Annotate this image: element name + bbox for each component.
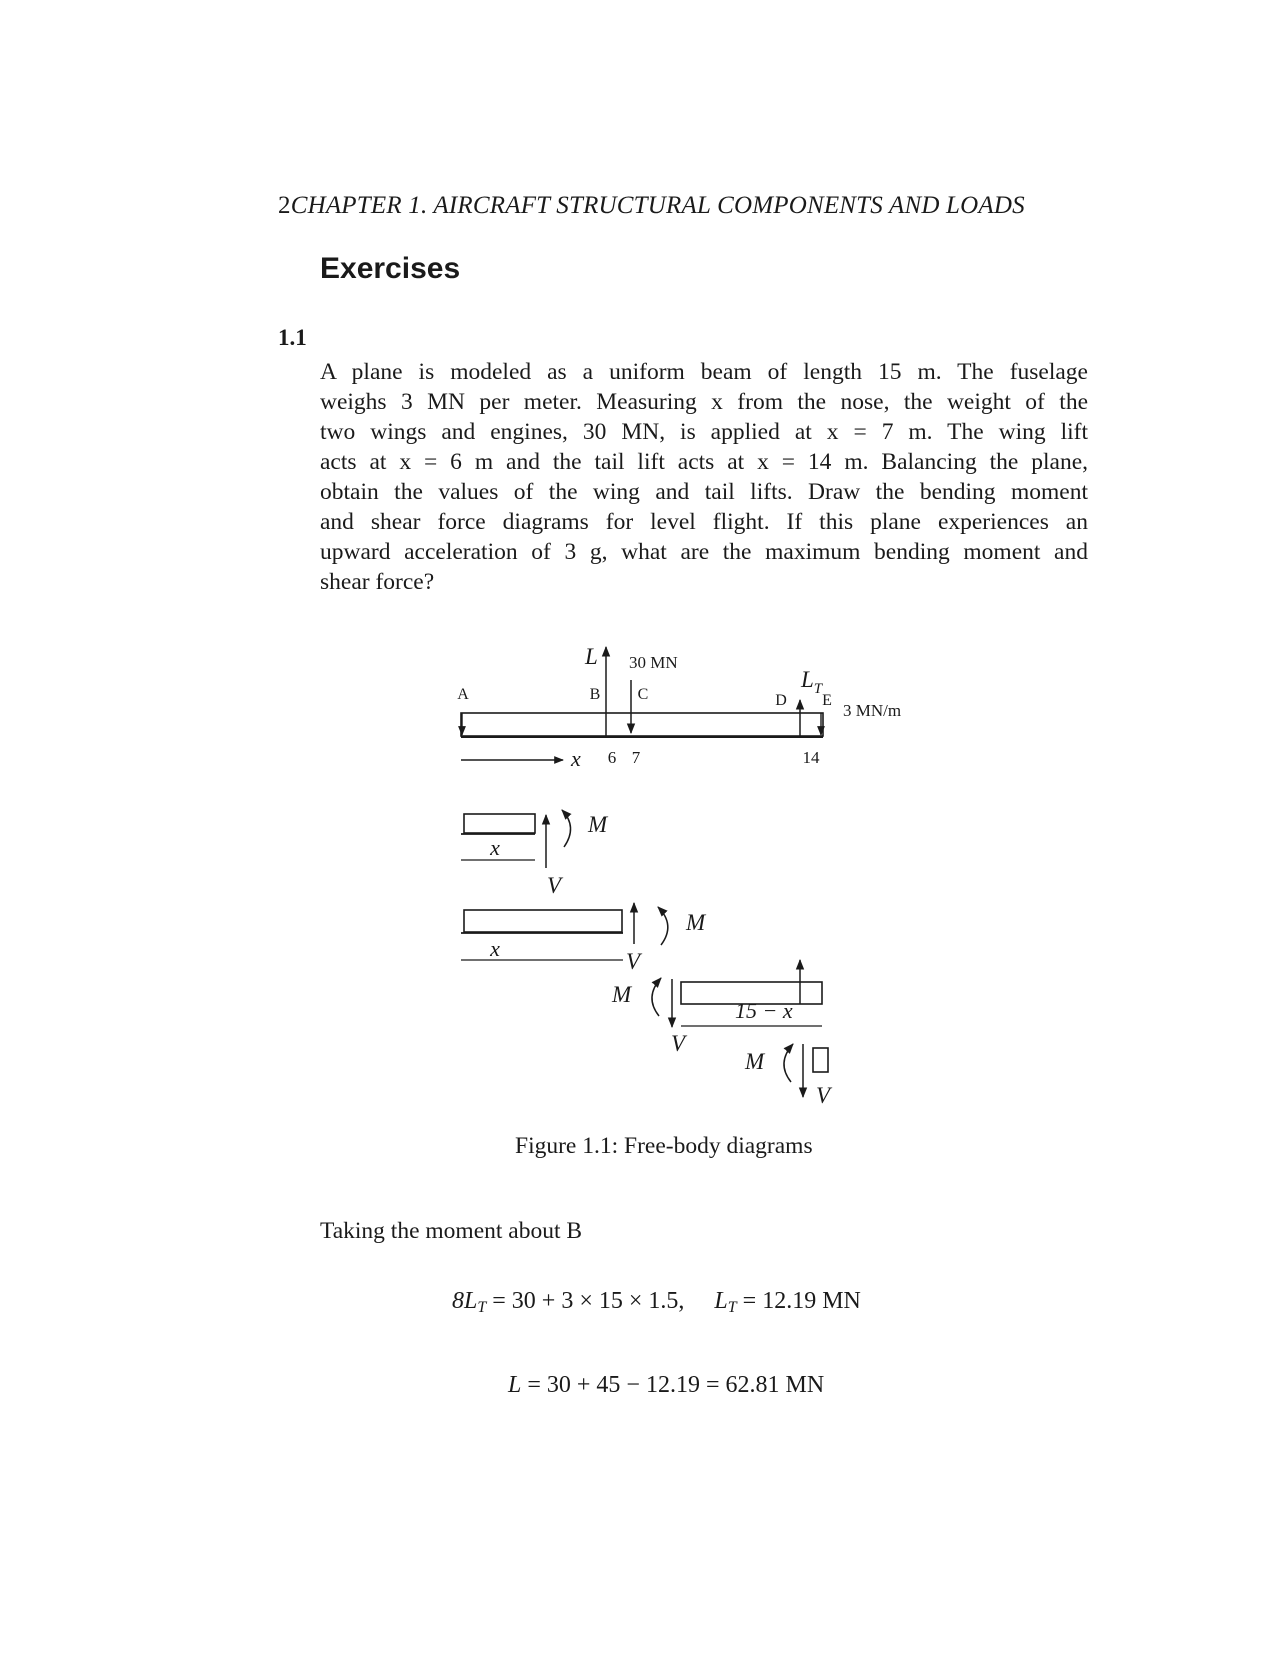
fbd1-moment-arc xyxy=(562,810,571,847)
fbd4-label-M: M xyxy=(745,1049,765,1074)
equation-1 xyxy=(452,1288,861,1317)
eq1-lt: $L_T$ xyxy=(714,1288,737,1316)
fbd1-label-x: x xyxy=(490,835,500,860)
label-x-axis: x xyxy=(571,746,581,771)
fbd2-label-M: M xyxy=(686,910,706,935)
fbd3-label-V: V xyxy=(671,1031,686,1056)
main-beam xyxy=(461,713,823,737)
fbd4-label-V: V xyxy=(816,1083,831,1108)
problem-line-5: obtain the values of the wing and tail lifts. Draw the bending moment xyxy=(320,479,1088,505)
fbd4-segment xyxy=(813,1048,828,1072)
eq2-lhs: L xyxy=(508,1372,522,1398)
fbd1-segment xyxy=(464,814,535,833)
section-title: Exercises xyxy=(320,252,461,285)
problem-line-8: shear force? xyxy=(320,569,435,595)
problem-line-1: A plane is modeled as a uniform beam of length 15 m. The fuselage xyxy=(320,359,1088,385)
eq2-rhs: = 30 + 45 − 12.19 = 62.81 MN xyxy=(521,1372,825,1398)
label-C: C xyxy=(637,686,649,703)
fbd3-label-15x: 15 − x xyxy=(735,998,793,1023)
page-number: 2 xyxy=(278,192,291,219)
fbd2-label-V: V xyxy=(626,949,641,974)
running-title: CHAPTER 1. AIRCRAFT STRUCTURAL COMPONENTS AND LOADS xyxy=(290,192,1025,219)
label-30mn: 30 MN xyxy=(629,653,678,672)
label-B: B xyxy=(589,686,601,703)
fbd4-moment-arc xyxy=(784,1044,793,1082)
body-text: Taking the moment about B xyxy=(320,1218,583,1244)
problem-line-4: acts at x = 6 m and the tail lift acts at x = 14 m. Balancing the plane, xyxy=(320,449,1088,475)
fbd1-label-M: M xyxy=(588,812,608,837)
figure-caption: Figure 1.1: Free-body diagrams xyxy=(515,1133,813,1159)
equation-2 xyxy=(508,1372,824,1399)
exercise-number: 1.1 xyxy=(278,325,307,350)
problem-line-2: weighs 3 MN per meter. Measuring x from the nose, the weight of the xyxy=(320,389,1088,415)
fbd2-moment-arc xyxy=(658,907,668,945)
problem-line-7: upward acceleration of 3 g, what are the maximum bending moment and xyxy=(320,539,1088,565)
fbd2-label-x: x xyxy=(490,936,500,961)
label-D: D xyxy=(775,692,787,709)
eq1-lt-value: = 12.19 MN xyxy=(736,1288,861,1314)
tick-6: 6 xyxy=(607,748,617,767)
label-LT: $L_T$ xyxy=(801,667,823,697)
fbd3-label-M: M xyxy=(612,982,632,1007)
problem-line-3: two wings and engines, 30 MN, is applied at x = 7 m. The wing lift xyxy=(320,419,1088,445)
fbd1-label-V: V xyxy=(547,873,562,898)
eq1-lhs: $8L_T$ xyxy=(452,1288,487,1316)
label-A: A xyxy=(457,686,469,703)
fbd3-moment-arc xyxy=(652,978,661,1016)
fbd2-segment xyxy=(464,910,622,932)
tick-14: 14 xyxy=(802,748,820,767)
tick-7: 7 xyxy=(631,748,641,767)
problem-line-6: and shear force diagrams for level flight. If this plane experiences an xyxy=(320,509,1088,535)
label-L: L xyxy=(585,644,598,669)
label-dist-load: 3 MN/m xyxy=(843,701,902,720)
label-E: E xyxy=(822,692,832,709)
eq1-rhs: = 30 + 3 × 15 × 1.5, xyxy=(486,1288,685,1314)
